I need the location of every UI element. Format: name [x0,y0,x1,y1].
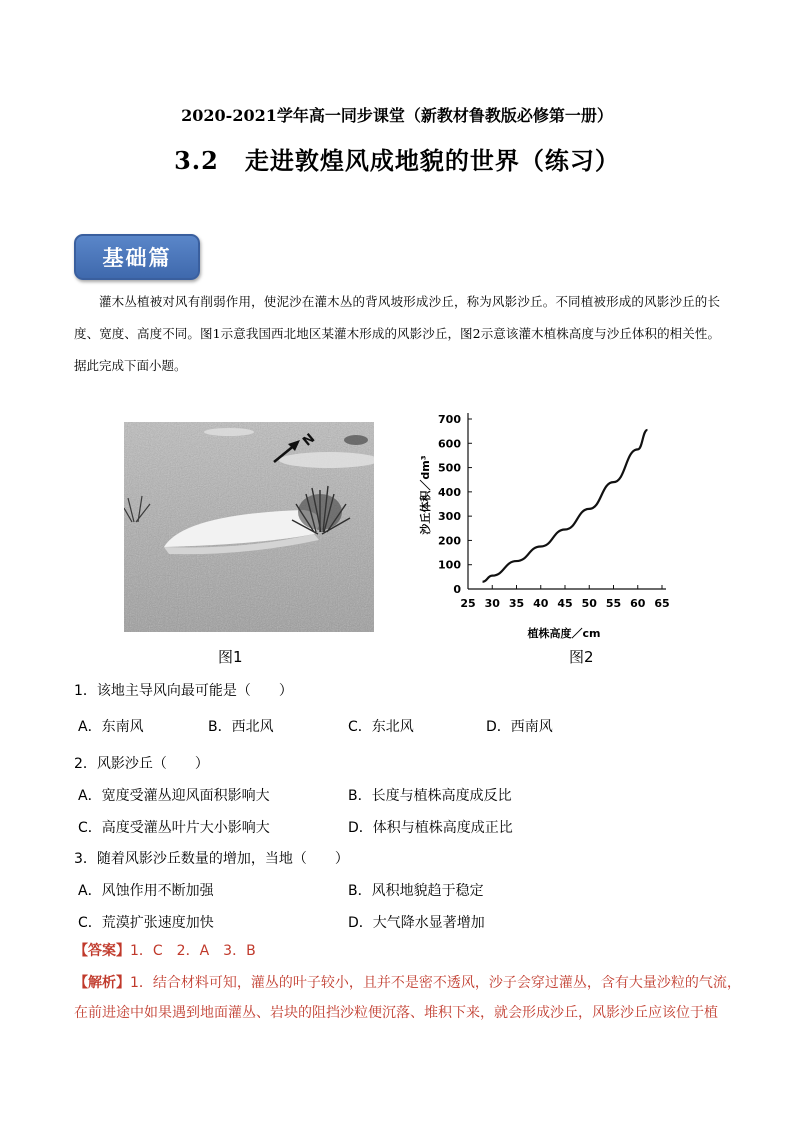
title-number: 3.2 [174,146,219,175]
title-text: 走进敦煌风成地貌的世界（练习） [244,146,620,175]
y-tick-label: 600 [438,437,461,451]
question-2-option-a[interactable]: A．宽度受灌丛迎风面积影响大 [78,788,270,804]
question-3-option-d[interactable]: D．大气降水显著增加 [348,915,485,931]
question-3-option-b[interactable]: B．风积地貌趋于稳定 [348,883,484,899]
x-tick-label: 50 [581,597,597,610]
analysis-tag: 【解析】 [74,975,130,991]
question-2-stem: 2．风影沙丘（ ） [74,756,209,772]
question-3-option-c[interactable]: C．荒漠扩张速度加快 [78,915,214,931]
x-tick-label: 30 [484,597,500,610]
x-tick-label: 25 [460,597,476,610]
question-3-stem: 3．随着风影沙丘数量的增加，当地（ ） [74,851,349,867]
document-title [0,141,794,176]
figure1-caption: 图1 [218,648,243,666]
y-tick-label: 200 [438,534,461,548]
figure1-photo [124,422,374,632]
x-axis-label: 植株高度／cm [527,627,601,640]
x-tick-label: 45 [557,597,573,610]
question-1-option-a[interactable]: A．东南风 [78,719,144,735]
intro-paragraph: 灌木丛植被对风有削弱作用，使泥沙在灌木丛的背风坡形成沙丘，称为风影沙丘。不同植被形成的风影沙丘的长度、宽度、高度不同。图1示意我国西北地区某灌木形成的风影沙丘，图2示意该灌木植株高度与沙丘体积的相关性。据此完成下面小题。 [74,294,720,373]
x-tick-label: 35 [508,597,525,610]
question-1-option-c[interactable]: C．东北风 [348,719,414,735]
question-1-stem: 1．该地主导风向最可能是（ ） [74,683,293,699]
question-1-option-d[interactable]: D．西南风 [486,719,553,735]
question-3-option-a[interactable]: A．风蚀作用不断加强 [78,883,214,899]
y-tick-label: 100 [438,558,461,572]
question-2-option-d[interactable]: D．体积与植株高度成正比 [348,820,513,836]
y-tick-label: 500 [438,461,461,475]
figure2-caption: 图2 [569,648,594,666]
x-tick-label: 40 [533,597,549,610]
question-2-option-b[interactable]: B．长度与植株高度成反比 [348,788,512,804]
x-tick-label: 65 [654,597,670,610]
y-tick-label: 700 [438,413,461,426]
north-label: N [300,431,319,450]
y-axis-label: 沙丘体积／dm³ [419,455,432,535]
analysis-text: 1．结合材料可知，灌丛的叶子较小，且并不是密不透风，沙子会穿过灌丛，含有大量沙粒的气流，在前进途中如果遇到地面灌丛、岩块的阻挡沙粒便沉落、堆积下来，就会形成沙丘，风影沙丘应该位于植 [74,975,741,1021]
answer-tag: 【答案】 [74,943,130,959]
question-1-option-b[interactable]: B．西北风 [208,719,274,735]
analysis-paragraph [74,968,754,1028]
y-tick-label: 0 [453,583,461,596]
y-tick-label: 400 [438,485,461,499]
section-badge: 基础篇 [74,234,200,280]
figure2-chart [404,405,694,665]
answer-text: 1．C 2．A 3．B [130,943,256,959]
chart-series-line [483,430,648,582]
question-2-option-c[interactable]: C．高度受灌丛叶片大小影响大 [78,820,270,836]
x-tick-label: 60 [630,597,646,610]
document-subtitle: 2020-2021学年高一同步课堂（新教材鲁教版必修第一册） [181,106,613,125]
y-tick-label: 300 [438,510,461,524]
x-tick-label: 55 [605,597,622,610]
answer-line [74,940,256,960]
